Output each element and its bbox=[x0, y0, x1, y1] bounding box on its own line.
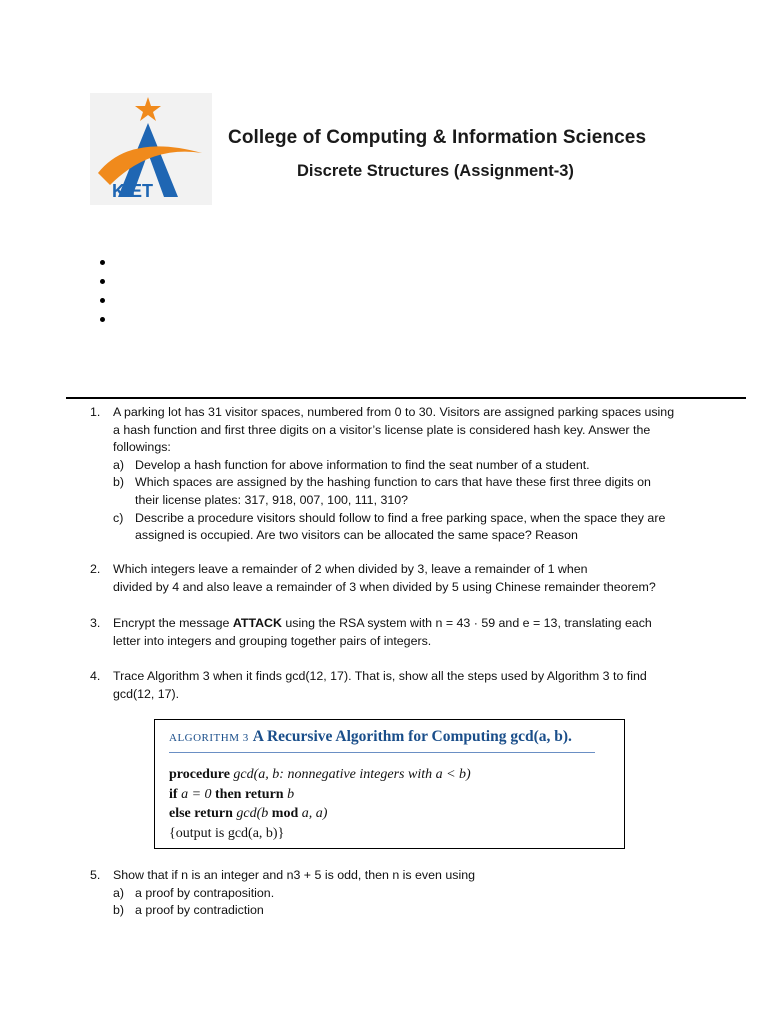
bullet-dot bbox=[100, 298, 105, 303]
sub-text: Develop a hash function for above information to find the seat number of a student. bbox=[135, 457, 590, 472]
text-part: Encrypt the message bbox=[113, 616, 233, 630]
question-text: gcd(12, 17). bbox=[113, 686, 180, 701]
question-text bbox=[113, 615, 652, 633]
sub-text: their license plates: 317, 918, 007, 100, 111, 310? bbox=[135, 492, 409, 507]
code-text: b bbox=[287, 786, 295, 802]
bullet-dot bbox=[100, 317, 105, 322]
code-line-procedure bbox=[169, 765, 471, 785]
page-title: College of Computing & Information Sciences bbox=[228, 127, 647, 148]
code-text: a, a) bbox=[301, 806, 328, 821]
question-text: letter into integers and grouping together pairs of integers. bbox=[113, 633, 432, 648]
bullet-dot bbox=[100, 279, 105, 284]
sub-question-c bbox=[113, 510, 674, 545]
text-part: using the RSA system with n = 43 · 59 and e = 13, translating each bbox=[281, 616, 652, 630]
sub-question-b bbox=[113, 474, 674, 509]
empty-bullet-list bbox=[100, 260, 105, 336]
question-text: a hash function and first three digits on a visitor’s license plate is considered hash key. Answer the bbox=[113, 422, 651, 437]
logo-text: KIET bbox=[112, 181, 154, 201]
code-line-else bbox=[169, 804, 471, 824]
question-text: A parking lot has 31 visitor spaces, numbered from 0 to 30. Visitors are assigned parking spaces using bbox=[113, 405, 675, 419]
question-number: 2. bbox=[90, 562, 101, 576]
algorithm-code bbox=[169, 765, 471, 843]
sub-text: a proof by contraposition. bbox=[135, 885, 275, 900]
sub-text: assigned is occupied. Are two visitors can be allocated the same space? Reason bbox=[135, 528, 578, 543]
highlighted-message: ATTACK bbox=[232, 616, 282, 630]
kiet-logo bbox=[90, 93, 212, 205]
header-divider bbox=[66, 397, 746, 399]
algorithm-box bbox=[154, 719, 625, 849]
code-line-output: {output is gcd(a, b)} bbox=[169, 825, 285, 841]
question-text: Trace Algorithm 3 when it finds gcd(12, 17). That is, show all the steps used by Algorithm 3 to find bbox=[113, 669, 647, 683]
sub-text: Describe a procedure visitors should follow to find a free parking space, when the space they are bbox=[135, 510, 666, 525]
code-text: gcd(a, b: nonnegative integers with a < b) bbox=[233, 767, 471, 782]
question-text: Show that if n is an integer and n3 + 5 is odd, then n is even using bbox=[113, 868, 475, 882]
sub-label: b) bbox=[113, 903, 125, 918]
code-text: a = 0 bbox=[181, 786, 212, 802]
sub-text: Which spaces are assigned by the hashing function to cars that have these first three digits on bbox=[135, 475, 651, 490]
sub-text: a proof by contradiction bbox=[135, 903, 264, 918]
bullet-dot bbox=[100, 260, 105, 265]
sub-question-a bbox=[113, 457, 674, 475]
code-line-if bbox=[169, 785, 471, 805]
algorithm-tag: ALGORITHM 3 bbox=[169, 732, 249, 744]
sub-label: a) bbox=[113, 885, 125, 900]
question-text: followings: bbox=[113, 440, 171, 455]
sub-label: c) bbox=[113, 510, 124, 525]
keyword: then return bbox=[215, 786, 284, 802]
sub-question-b bbox=[113, 902, 475, 920]
question-text: Which integers leave a remainder of 2 when divided by 3, leave a remainder of 1 when bbox=[113, 562, 588, 576]
question-number: 1. bbox=[90, 405, 101, 419]
question-number: 5. bbox=[90, 868, 101, 882]
sub-label: b) bbox=[113, 475, 125, 490]
question-number: 3. bbox=[90, 616, 101, 630]
algorithm-heading bbox=[169, 728, 572, 746]
algorithm-divider bbox=[169, 752, 595, 753]
page-subtitle: Discrete Structures (Assignment-3) bbox=[297, 162, 574, 180]
keyword: procedure bbox=[169, 767, 230, 782]
sub-label: a) bbox=[113, 457, 125, 472]
question-number: 4. bbox=[90, 669, 101, 683]
keyword: if bbox=[169, 786, 178, 802]
algorithm-title: A Recursive Algorithm for Computing gcd(a, b). bbox=[252, 728, 572, 745]
keyword: else return bbox=[169, 806, 233, 821]
question-text: divided by 4 and also leave a remainder of 3 when divided by 5 using Chinese remainder theorem? bbox=[113, 579, 656, 594]
code-text: gcd(b bbox=[236, 806, 269, 821]
keyword: mod bbox=[271, 806, 299, 821]
sub-question-a bbox=[113, 885, 475, 903]
